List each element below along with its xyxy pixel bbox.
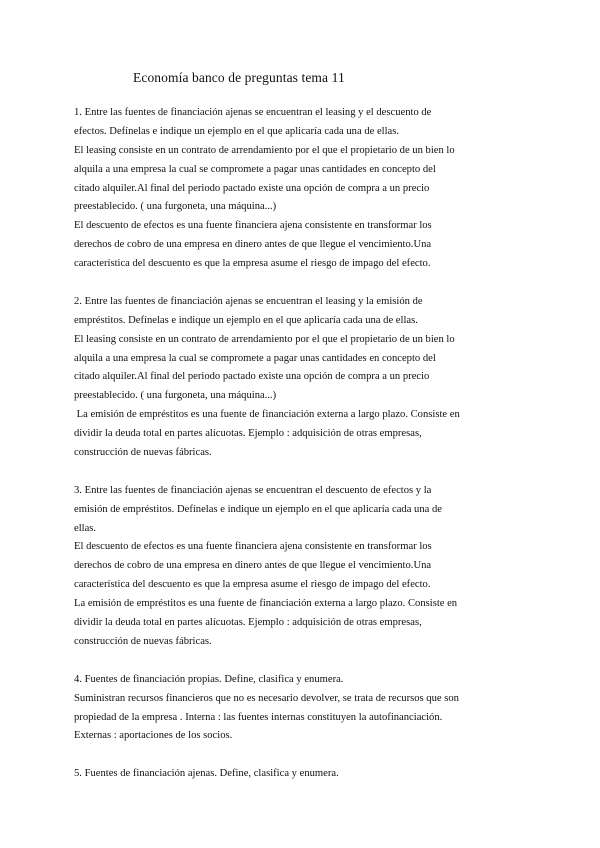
text-line: La emisión de empréstitos es una fuente de financiación externa a largo plazo. Consiste en [74,409,460,421]
text-line: El descuento de efectos es una fuente financiera ajena consistente en transformar los [74,220,432,232]
text-line: citado alquiler.Al final del periodo pactado existe una opción de compra a un precio [74,371,430,383]
text-line: alquila a una empresa la cual se compromete a pagar unas cantidades en concepto del [74,163,436,175]
text-line: propiedad de la empresa . Interna : las fuentes internas constituyen la autofinanciación. [74,711,443,723]
question-section-1 [74,104,544,274]
text-line: preestablecido. ( una furgoneta, una máquina...) [74,201,277,213]
document-title: Economía banco de preguntas tema 11 [133,70,345,85]
text-line: 4. Fuentes de financiación propias. Define, clasifica y enumera. [74,673,344,685]
paragraph-gap [74,746,544,765]
text-line: citado alquiler.Al final del periodo pactado existe una opción de compra a un precio [74,182,430,194]
text-line: construcción de nuevas fábricas. [74,635,212,647]
text-line: alquila a una empresa la cual se compromete a pagar unas cantidades en concepto del [74,352,436,364]
question-section-2 [74,293,544,463]
text-line: derechos de cobro de una empresa en dinero antes de que llegue el vencimiento.Una [74,560,432,572]
text-line: El leasing consiste en un contrato de arrendamiento por el que el propietario de un bien lo [74,333,455,345]
text-line: 1. Entre las fuentes de financiación ajenas se encuentran el leasing y el descuento de [74,107,432,118]
text-line: La emisión de empréstitos es una fuente de financiación externa a largo plazo. Consiste en [74,598,458,610]
text-line: emisión de empréstitos. Defínelas e indique un ejemplo en el que aplicaría cada una de [74,503,442,515]
text-line: 3. Entre las fuentes de financiación ajenas se encuentran el descuento de efectos y la [74,484,432,496]
text-line: efectos. Defínelas e indique un ejemplo en el que aplicaría cada una de ellas. [74,125,400,137]
document-body [74,104,544,784]
text-line: El descuento de efectos es una fuente financiera ajena consistente en transformar los [74,541,432,553]
text-line: dividir la deuda total en partes alícuotas. Ejemplo : adquisición de otras empresas, [74,428,422,440]
text-line: empréstitos. Defínelas e indique un ejemplo en el que aplicaría cada una de ellas. [74,314,418,326]
text-line: dividir la deuda total en partes alícuotas. Ejemplo : adquisición de otras empresas, [74,617,422,629]
text-line: derechos de cobro de una empresa en dinero antes de que llegue el vencimiento.Una [74,239,432,251]
paragraph-gap [74,652,544,671]
text-line: ellas. [74,522,97,534]
text-line: 2. Entre las fuentes de financiación ajenas se encuentran el leasing y la emisión de [74,295,423,307]
text-line: El leasing consiste en un contrato de arrendamiento por el que el propietario de un bien lo [74,144,455,156]
text-line: Externas : aportaciones de los socios. [74,730,233,742]
question-section-3 [74,482,544,652]
text-line: preestablecido. ( una furgoneta, una máquina...) [74,390,277,402]
question-section-5 [74,765,544,784]
question-section-4 [74,671,544,747]
paragraph-gap [74,463,544,482]
text-line: característica del descuento es que la empresa asume el riesgo de impago del efecto. [74,258,431,270]
text-line: construcción de nuevas fábricas. [74,447,212,459]
paragraph-gap [74,274,544,293]
text-line: 5. Fuentes de financiación ajenas. Define, clasifica y enumera. [74,768,339,780]
text-line: Suministran recursos financieros que no es necesario devolver, se trata de recursos que son [74,692,459,704]
text-line: característica del descuento es que la empresa asume el riesgo de impago del efecto. [74,579,431,591]
